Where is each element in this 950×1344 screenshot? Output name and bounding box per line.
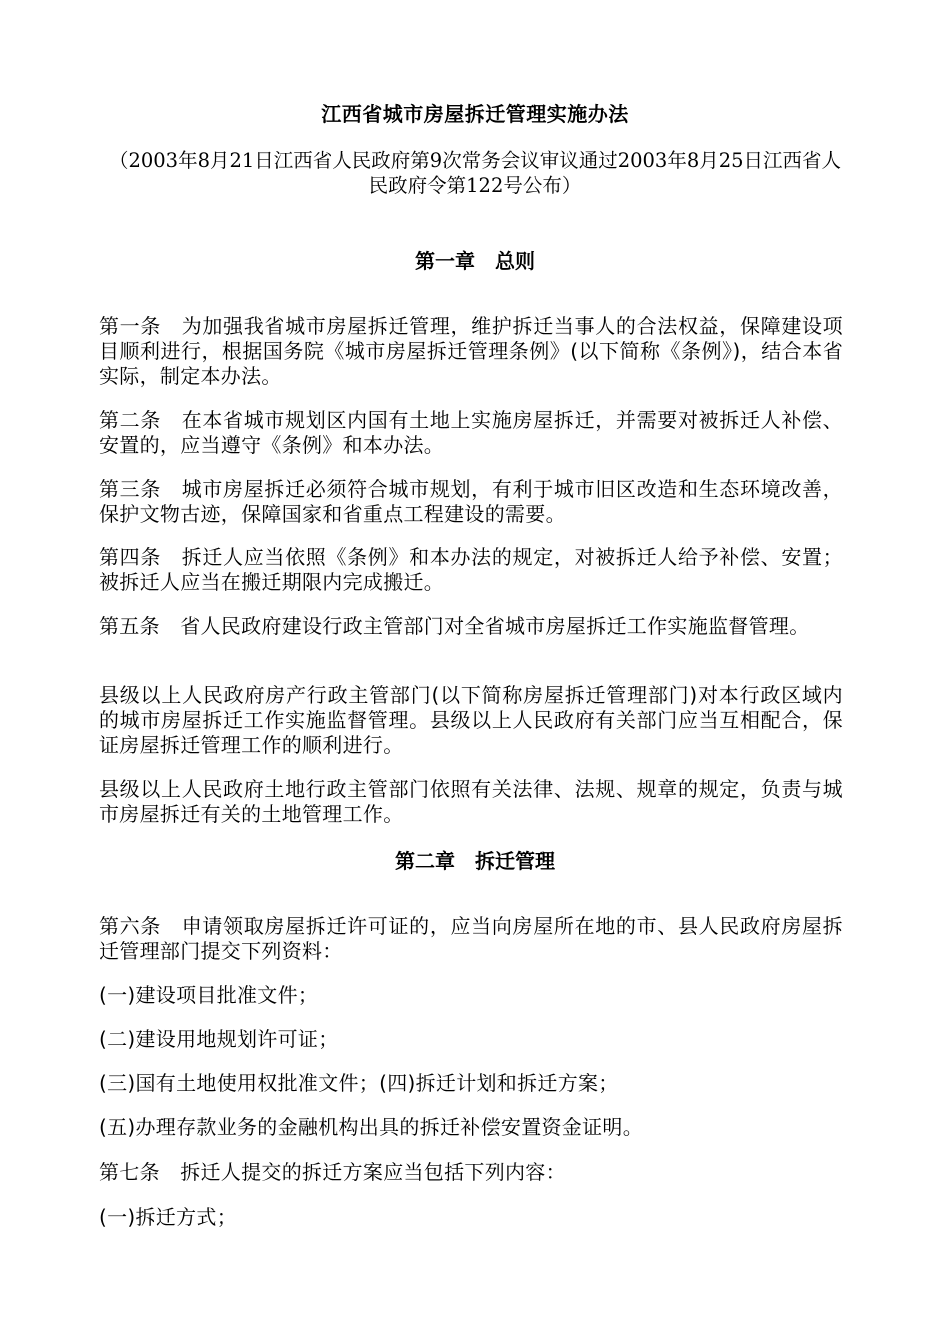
document-title: 江西省城市房屋拆迁管理实施办法 — [321, 102, 629, 126]
article-1: 第一条 为加强我省城市房屋拆迁管理，维护拆迁当事人的合法权益，保障建设项目顺利进行，根据国务院《城市房屋拆迁管理条例》(以下简称《条例》)，结合本省实际，制定本办法。 — [99, 314, 843, 388]
list-item: (五)办理存款业务的金融机构出具的拆迁补偿安置资金证明。 — [99, 1115, 644, 1139]
article-5-para-3: 县级以上人民政府土地行政主管部门依照有关法律、法规、规章的规定，负责与城市房屋拆迁有关的土地管理工作。 — [99, 777, 843, 826]
article-5-para-2: 县级以上人民政府房产行政主管部门(以下简称房屋拆迁管理部门)对本行政区域内的城市房屋拆迁工作实施监督管理。县级以上人民政府有关部门应当互相配合，保证房屋拆迁管理工作的顺利进行。 — [99, 683, 843, 757]
article-3: 第三条 城市房屋拆迁必须符合城市规划，有利于城市旧区改造和生态环境改善，保护文物古迹，保障国家和省重点工程建设的需要。 — [99, 477, 843, 526]
article-4: 第四条 拆迁人应当依照《条例》和本办法的规定，对被拆迁人给予补偿、安置；被拆迁人应当在搬迁期限内完成搬迁。 — [99, 545, 843, 594]
article-5: 第五条 省人民政府建设行政主管部门对全省城市房屋拆迁工作实施监督管理。 — [99, 614, 810, 638]
chapter-heading-2: 第二章 拆迁管理 — [395, 849, 555, 873]
chapter-heading-1: 第一章 总则 — [415, 249, 535, 273]
article-6: 第六条 申请领取房屋拆迁许可证的，应当向房屋所在地的市、县人民政府房屋拆迁管理部门提交下列资料： — [99, 914, 843, 963]
document-subtitle: （2003年8月21日江西省人民政府第9次常务会议审议通过2003年8月25日江西省人民政府令第122号公布） — [108, 149, 842, 197]
list-item: (一)建设项目批准文件； — [99, 983, 319, 1007]
article-7: 第七条 拆迁人提交的拆迁方案应当包括下列内容： — [99, 1160, 566, 1184]
list-item: (一)拆迁方式； — [99, 1205, 238, 1229]
article-2: 第二条 在本省城市规划区内国有土地上实施房屋拆迁，并需要对被拆迁人补偿、安置的，应当遵守《条例》和本办法。 — [99, 408, 843, 457]
list-item: (三)国有土地使用权批准文件；(四)拆迁计划和拆迁方案； — [99, 1071, 619, 1095]
list-item: (二)建设用地规划许可证； — [99, 1027, 339, 1051]
